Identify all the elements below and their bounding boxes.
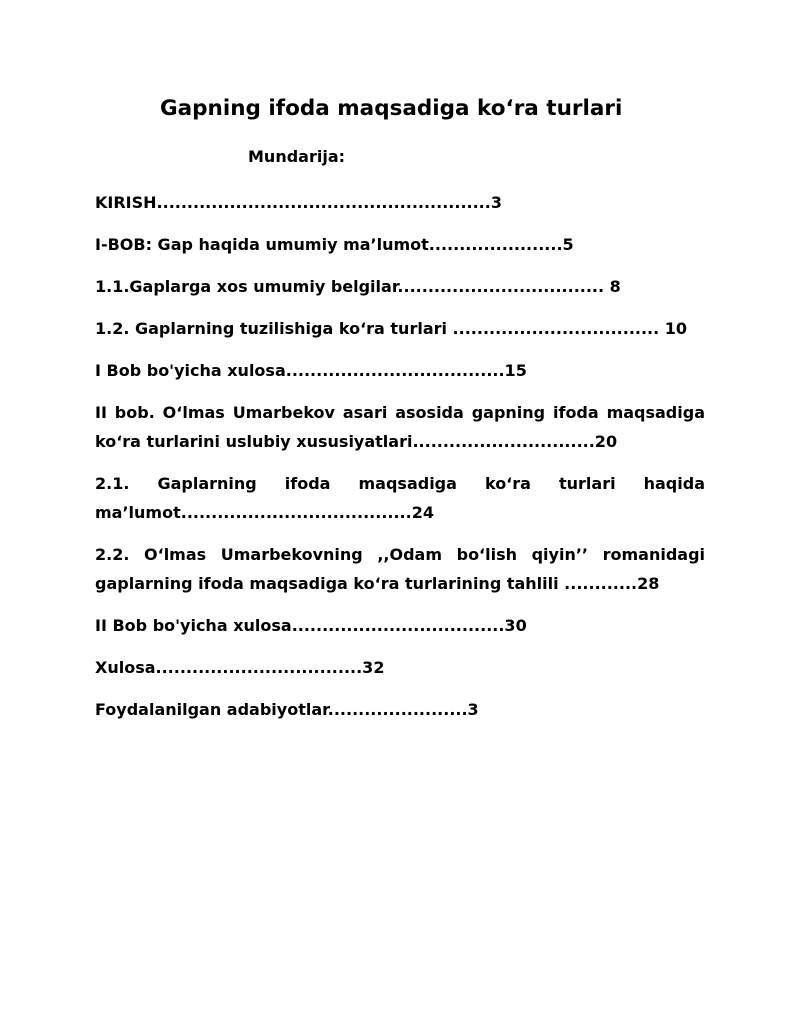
- toc-entry-chapter-2-conclusion: II Bob bo'yicha xulosa...................................30: [95, 616, 527, 635]
- toc-entry-chapter-1-conclusion: I Bob bo'yicha xulosa....................................15: [95, 361, 527, 380]
- document-title: Gapning ifoda maqsadiga koʻra turlari: [160, 96, 623, 121]
- toc-entry-section-1-2: 1.2. Gaplarning tuzilishiga koʻra turlari .................................. 10: [95, 319, 688, 338]
- toc-entry-chapter-1: I-BOB: Gap haqida umumiy maʼlumot......................5: [95, 235, 574, 254]
- toc-entry-section-1-1: 1.1.Gaplarga xos umumiy belgilar.................................. 8: [95, 277, 621, 296]
- toc-entry-section-2-2: 2.2. Oʻlmas Umarbekovning ,,Odam boʻlish qiyin’’ romanidagi gaplarning ifoda maqsadiga koʻra turlarining tahlili ............28: [95, 545, 705, 593]
- toc-entry-xulosa: Xulosa..................................32: [95, 658, 385, 677]
- table-of-contents: [95, 188, 705, 737]
- toc-entry-chapter-2: II bob. Oʻlmas Umarbekov asari asosida gapning ifoda maqsadiga koʻra turlarini uslubiy xususiyatlari..............................20: [95, 403, 705, 451]
- toc-heading: Mundarija:: [248, 147, 346, 166]
- toc-entry-section-2-1: 2.1. Gaplarning ifoda maqsadiga koʻra turlari haqida maʼlumot......................................24: [95, 474, 705, 522]
- toc-entry-references: Foydalanilgan adabiyotlar.......................3: [95, 700, 479, 719]
- toc-entry-kirish: KIRISH.......................................................3: [95, 193, 502, 212]
